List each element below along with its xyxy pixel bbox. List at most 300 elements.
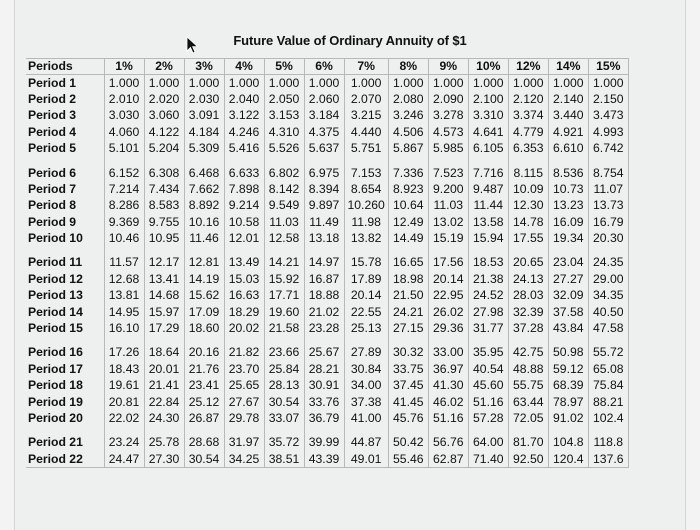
period-label: Period 2 bbox=[28, 91, 77, 106]
value-cell: 30.91 bbox=[304, 378, 344, 394]
period-label: Period 3 bbox=[28, 108, 77, 123]
gap-cell bbox=[388, 157, 428, 165]
value-cell: 4.506 bbox=[388, 124, 428, 140]
value-cell: 14.19 bbox=[184, 271, 224, 287]
value-cell: 11.46 bbox=[184, 230, 224, 246]
value-cell: 23.66 bbox=[264, 345, 304, 361]
value-cell: 6.975 bbox=[304, 165, 344, 181]
gap-cell bbox=[144, 337, 184, 345]
value-cell: 65.08 bbox=[588, 361, 628, 377]
value-cell: 20.16 bbox=[184, 345, 224, 361]
value-cell: 1.000 bbox=[388, 75, 428, 91]
gap-cell bbox=[468, 157, 508, 165]
value-cell: 13.73 bbox=[588, 198, 628, 214]
value-cell: 2.090 bbox=[428, 91, 468, 107]
value-cell: 40.54 bbox=[468, 361, 508, 377]
gap-cell bbox=[26, 337, 104, 345]
table-row bbox=[26, 198, 628, 214]
gap-cell bbox=[344, 247, 388, 255]
value-cell: 6.152 bbox=[104, 165, 144, 181]
gap-cell bbox=[344, 157, 388, 165]
value-cell: 3.246 bbox=[388, 108, 428, 124]
value-cell: 22.84 bbox=[144, 394, 184, 410]
value-cell: 27.89 bbox=[344, 345, 388, 361]
value-cell: 19.60 bbox=[264, 304, 304, 320]
table-row bbox=[26, 165, 628, 181]
value-cell: 4.310 bbox=[264, 124, 304, 140]
table-row bbox=[26, 361, 628, 377]
value-cell: 13.02 bbox=[428, 214, 468, 230]
value-cell: 18.29 bbox=[224, 304, 264, 320]
value-cell: 88.21 bbox=[588, 394, 628, 410]
value-cell: 51.16 bbox=[468, 394, 508, 410]
value-cell: 81.70 bbox=[508, 435, 548, 451]
gap-cell bbox=[26, 427, 104, 435]
gap-cell bbox=[264, 157, 304, 165]
value-cell: 29.78 bbox=[224, 410, 264, 426]
value-cell: 28.21 bbox=[304, 361, 344, 377]
value-cell: 64.00 bbox=[468, 435, 508, 451]
header-rate: 7% bbox=[344, 59, 388, 75]
value-cell: 4.641 bbox=[468, 124, 508, 140]
value-cell: 4.060 bbox=[104, 124, 144, 140]
value-cell: 62.87 bbox=[428, 451, 468, 467]
value-cell: 14.78 bbox=[508, 214, 548, 230]
table-row bbox=[26, 394, 628, 410]
value-cell: 28.13 bbox=[264, 378, 304, 394]
value-cell: 6.802 bbox=[264, 165, 304, 181]
value-cell: 11.57 bbox=[104, 255, 144, 271]
value-cell: 16.87 bbox=[304, 271, 344, 287]
value-cell: 1.000 bbox=[428, 75, 468, 91]
gap-cell bbox=[304, 427, 344, 435]
value-cell: 7.716 bbox=[468, 165, 508, 181]
header-rate: 12% bbox=[508, 59, 548, 75]
value-cell: 20.14 bbox=[344, 288, 388, 304]
value-cell: 30.54 bbox=[264, 394, 304, 410]
value-cell: 56.76 bbox=[428, 435, 468, 451]
value-cell: 3.278 bbox=[428, 108, 468, 124]
value-cell: 7.898 bbox=[224, 181, 264, 197]
value-cell: 25.65 bbox=[224, 378, 264, 394]
value-cell: 13.41 bbox=[144, 271, 184, 287]
gap-cell bbox=[548, 427, 588, 435]
gap-cell bbox=[104, 337, 144, 345]
value-cell: 16.10 bbox=[104, 320, 144, 336]
value-cell: 4.921 bbox=[548, 124, 588, 140]
value-cell: 37.58 bbox=[548, 304, 588, 320]
value-cell: 14.68 bbox=[144, 288, 184, 304]
gap-cell bbox=[428, 247, 468, 255]
value-cell: 102.4 bbox=[588, 410, 628, 426]
value-cell: 39.99 bbox=[304, 435, 344, 451]
value-cell: 2.010 bbox=[104, 91, 144, 107]
value-cell: 3.122 bbox=[224, 108, 264, 124]
table-row bbox=[26, 451, 628, 467]
value-cell: 7.336 bbox=[388, 165, 428, 181]
value-cell: 23.70 bbox=[224, 361, 264, 377]
value-cell: 9.487 bbox=[468, 181, 508, 197]
table-row bbox=[26, 214, 628, 230]
value-cell: 21.58 bbox=[264, 320, 304, 336]
value-cell: 30.32 bbox=[388, 345, 428, 361]
value-cell: 12.81 bbox=[184, 255, 224, 271]
gap-cell bbox=[588, 247, 628, 255]
gap-cell bbox=[104, 247, 144, 255]
value-cell: 12.01 bbox=[224, 230, 264, 246]
value-cell: 1.000 bbox=[224, 75, 264, 91]
value-cell: 1.000 bbox=[304, 75, 344, 91]
value-cell: 4.184 bbox=[184, 124, 224, 140]
value-cell: 38.51 bbox=[264, 451, 304, 467]
value-cell: 18.64 bbox=[144, 345, 184, 361]
gap-cell bbox=[144, 157, 184, 165]
gap-cell bbox=[588, 157, 628, 165]
value-cell: 16.65 bbox=[388, 255, 428, 271]
table-row bbox=[26, 410, 628, 426]
period-label: Period 11 bbox=[28, 255, 83, 270]
value-cell: 3.153 bbox=[264, 108, 304, 124]
value-cell: 17.56 bbox=[428, 255, 468, 271]
value-cell: 40.50 bbox=[588, 304, 628, 320]
value-cell: 27.30 bbox=[144, 451, 184, 467]
gap-cell bbox=[388, 337, 428, 345]
value-cell: 1.000 bbox=[548, 75, 588, 91]
value-cell: 3.184 bbox=[304, 108, 344, 124]
value-cell: 26.87 bbox=[184, 410, 224, 426]
value-cell: 45.60 bbox=[468, 378, 508, 394]
value-cell: 32.39 bbox=[508, 304, 548, 320]
period-label: Period 20 bbox=[28, 411, 83, 425]
value-cell: 24.47 bbox=[104, 451, 144, 467]
value-cell: 25.13 bbox=[344, 320, 388, 336]
value-cell: 30.84 bbox=[344, 361, 388, 377]
value-cell: 2.140 bbox=[548, 91, 588, 107]
value-cell: 8.654 bbox=[344, 181, 388, 197]
value-cell: 20.30 bbox=[588, 230, 628, 246]
value-cell: 24.35 bbox=[588, 255, 628, 271]
value-cell: 21.50 bbox=[388, 288, 428, 304]
value-cell: 14.95 bbox=[104, 304, 144, 320]
period-label: Period 17 bbox=[28, 361, 83, 376]
value-cell: 21.82 bbox=[224, 345, 264, 361]
value-cell: 12.58 bbox=[264, 230, 304, 246]
row-group-gap bbox=[26, 337, 628, 345]
value-cell: 27.27 bbox=[548, 271, 588, 287]
period-label: Period 13 bbox=[28, 288, 83, 303]
value-cell: 7.214 bbox=[104, 181, 144, 197]
value-cell: 30.54 bbox=[184, 451, 224, 467]
value-cell: 18.60 bbox=[184, 320, 224, 336]
value-cell: 8.923 bbox=[388, 181, 428, 197]
gap-cell bbox=[508, 337, 548, 345]
value-cell: 120.4 bbox=[548, 451, 588, 467]
gap-cell bbox=[26, 157, 104, 165]
value-cell: 12.17 bbox=[144, 255, 184, 271]
value-cell: 4.993 bbox=[588, 124, 628, 140]
value-cell: 16.63 bbox=[224, 288, 264, 304]
table-row bbox=[26, 108, 628, 124]
gap-cell bbox=[508, 157, 548, 165]
value-cell: 2.070 bbox=[344, 91, 388, 107]
value-cell: 23.04 bbox=[548, 255, 588, 271]
value-cell: 22.02 bbox=[104, 410, 144, 426]
value-cell: 4.779 bbox=[508, 124, 548, 140]
gap-cell bbox=[224, 427, 264, 435]
table-title: Future Value of Ordinary Annuity of $1 bbox=[233, 33, 467, 48]
value-cell: 31.97 bbox=[224, 435, 264, 451]
value-cell: 25.12 bbox=[184, 394, 224, 410]
header-rate: 9% bbox=[428, 59, 468, 75]
value-cell: 1.000 bbox=[468, 75, 508, 91]
value-cell: 41.00 bbox=[344, 410, 388, 426]
value-cell: 41.30 bbox=[428, 378, 468, 394]
period-label: Period 12 bbox=[28, 271, 83, 286]
value-cell: 41.45 bbox=[388, 394, 428, 410]
value-cell: 5.416 bbox=[224, 140, 264, 156]
gap-cell bbox=[548, 337, 588, 345]
value-cell: 5.867 bbox=[388, 140, 428, 156]
value-cell: 5.985 bbox=[428, 140, 468, 156]
value-cell: 8.536 bbox=[548, 165, 588, 181]
value-cell: 25.78 bbox=[144, 435, 184, 451]
value-cell: 8.115 bbox=[508, 165, 548, 181]
value-cell: 1.000 bbox=[184, 75, 224, 91]
value-cell: 16.79 bbox=[588, 214, 628, 230]
header-rate: 5% bbox=[264, 59, 304, 75]
period-label: Period 8 bbox=[28, 198, 77, 213]
value-cell: 24.13 bbox=[508, 271, 548, 287]
gap-cell bbox=[468, 337, 508, 345]
value-cell: 50.42 bbox=[388, 435, 428, 451]
table-body bbox=[26, 75, 628, 468]
value-cell: 24.21 bbox=[388, 304, 428, 320]
value-cell: 18.88 bbox=[304, 288, 344, 304]
period-label: Period 4 bbox=[28, 124, 77, 139]
value-cell: 63.44 bbox=[508, 394, 548, 410]
value-cell: 4.246 bbox=[224, 124, 264, 140]
gap-cell bbox=[304, 247, 344, 255]
period-label: Period 7 bbox=[28, 181, 77, 196]
value-cell: 6.610 bbox=[548, 140, 588, 156]
value-cell: 27.67 bbox=[224, 394, 264, 410]
value-cell: 10.260 bbox=[344, 198, 388, 214]
value-cell: 33.76 bbox=[304, 394, 344, 410]
table-row bbox=[26, 435, 628, 451]
value-cell: 1.000 bbox=[344, 75, 388, 91]
gap-cell bbox=[264, 337, 304, 345]
value-cell: 22.55 bbox=[344, 304, 388, 320]
value-cell: 3.473 bbox=[588, 108, 628, 124]
value-cell: 7.523 bbox=[428, 165, 468, 181]
value-cell: 22.95 bbox=[428, 288, 468, 304]
value-cell: 8.142 bbox=[264, 181, 304, 197]
header-periods: Periods bbox=[26, 59, 104, 75]
value-cell: 8.583 bbox=[144, 198, 184, 214]
value-cell: 47.58 bbox=[588, 320, 628, 336]
row-group-gap bbox=[26, 157, 628, 165]
table-row bbox=[26, 271, 628, 287]
value-cell: 6.353 bbox=[508, 140, 548, 156]
value-cell: 42.75 bbox=[508, 345, 548, 361]
value-cell: 55.72 bbox=[588, 345, 628, 361]
value-cell: 36.97 bbox=[428, 361, 468, 377]
table-row bbox=[26, 255, 628, 271]
value-cell: 1.000 bbox=[144, 75, 184, 91]
mouse-pointer-icon bbox=[186, 36, 200, 54]
value-cell: 11.44 bbox=[468, 198, 508, 214]
value-cell: 9.369 bbox=[104, 214, 144, 230]
gap-cell bbox=[184, 337, 224, 345]
value-cell: 17.71 bbox=[264, 288, 304, 304]
value-cell: 2.060 bbox=[304, 91, 344, 107]
period-label: Period 9 bbox=[28, 214, 77, 229]
header-rate: 1% bbox=[104, 59, 144, 75]
value-cell: 15.19 bbox=[428, 230, 468, 246]
value-cell: 34.25 bbox=[224, 451, 264, 467]
value-cell: 45.76 bbox=[388, 410, 428, 426]
value-cell: 37.45 bbox=[388, 378, 428, 394]
value-cell: 7.153 bbox=[344, 165, 388, 181]
value-cell: 21.38 bbox=[468, 271, 508, 287]
value-cell: 50.98 bbox=[548, 345, 588, 361]
value-cell: 18.53 bbox=[468, 255, 508, 271]
value-cell: 137.6 bbox=[588, 451, 628, 467]
value-cell: 3.060 bbox=[144, 108, 184, 124]
value-cell: 49.01 bbox=[344, 451, 388, 467]
value-cell: 27.98 bbox=[468, 304, 508, 320]
value-cell: 34.00 bbox=[344, 378, 388, 394]
value-cell: 57.28 bbox=[468, 410, 508, 426]
value-cell: 23.24 bbox=[104, 435, 144, 451]
value-cell: 1.000 bbox=[104, 75, 144, 91]
value-cell: 10.09 bbox=[508, 181, 548, 197]
value-cell: 37.38 bbox=[344, 394, 388, 410]
value-cell: 24.30 bbox=[144, 410, 184, 426]
value-cell: 2.080 bbox=[388, 91, 428, 107]
gap-cell bbox=[588, 337, 628, 345]
value-cell: 12.68 bbox=[104, 271, 144, 287]
period-label: Period 6 bbox=[28, 165, 77, 180]
gap-cell bbox=[508, 427, 548, 435]
value-cell: 10.46 bbox=[104, 230, 144, 246]
value-cell: 3.091 bbox=[184, 108, 224, 124]
value-cell: 15.94 bbox=[468, 230, 508, 246]
gap-cell bbox=[144, 427, 184, 435]
gap-cell bbox=[104, 157, 144, 165]
value-cell: 17.89 bbox=[344, 271, 388, 287]
value-cell: 2.040 bbox=[224, 91, 264, 107]
value-cell: 20.14 bbox=[428, 271, 468, 287]
value-cell: 78.97 bbox=[548, 394, 588, 410]
value-cell: 6.633 bbox=[224, 165, 264, 181]
value-cell: 2.020 bbox=[144, 91, 184, 107]
gap-cell bbox=[508, 247, 548, 255]
period-label: Period 1 bbox=[28, 75, 77, 90]
header-rate: 15% bbox=[588, 59, 628, 75]
value-cell: 21.76 bbox=[184, 361, 224, 377]
value-cell: 7.662 bbox=[184, 181, 224, 197]
period-label: Period 5 bbox=[28, 141, 77, 156]
gap-cell bbox=[224, 337, 264, 345]
gap-cell bbox=[26, 247, 104, 255]
value-cell: 31.77 bbox=[468, 320, 508, 336]
value-cell: 25.84 bbox=[264, 361, 304, 377]
period-label: Period 15 bbox=[28, 321, 83, 336]
value-cell: 13.18 bbox=[304, 230, 344, 246]
value-cell: 29.36 bbox=[428, 320, 468, 336]
table-row bbox=[26, 304, 628, 320]
value-cell: 33.07 bbox=[264, 410, 304, 426]
value-cell: 6.742 bbox=[588, 140, 628, 156]
value-cell: 15.62 bbox=[184, 288, 224, 304]
table-row bbox=[26, 320, 628, 336]
value-cell: 11.49 bbox=[304, 214, 344, 230]
value-cell: 6.308 bbox=[144, 165, 184, 181]
value-cell: 35.72 bbox=[264, 435, 304, 451]
row-group-gap bbox=[26, 427, 628, 435]
value-cell: 2.100 bbox=[468, 91, 508, 107]
gap-cell bbox=[184, 157, 224, 165]
header-rate: 14% bbox=[548, 59, 588, 75]
period-label: Period 16 bbox=[28, 345, 83, 360]
header-rate: 4% bbox=[224, 59, 264, 75]
value-cell: 68.39 bbox=[548, 378, 588, 394]
table-row bbox=[26, 140, 628, 156]
table-row bbox=[26, 124, 628, 140]
gap-cell bbox=[428, 427, 468, 435]
value-cell: 3.310 bbox=[468, 108, 508, 124]
value-cell: 15.03 bbox=[224, 271, 264, 287]
value-cell: 25.67 bbox=[304, 345, 344, 361]
value-cell: 36.79 bbox=[304, 410, 344, 426]
header-rate: 2% bbox=[144, 59, 184, 75]
value-cell: 13.23 bbox=[548, 198, 588, 214]
value-cell: 20.81 bbox=[104, 394, 144, 410]
value-cell: 5.751 bbox=[344, 140, 388, 156]
value-cell: 15.92 bbox=[264, 271, 304, 287]
value-cell: 72.05 bbox=[508, 410, 548, 426]
value-cell: 44.87 bbox=[344, 435, 388, 451]
value-cell: 71.40 bbox=[468, 451, 508, 467]
header-rate: 10% bbox=[468, 59, 508, 75]
gap-cell bbox=[184, 427, 224, 435]
value-cell: 3.374 bbox=[508, 108, 548, 124]
value-cell: 33.00 bbox=[428, 345, 468, 361]
value-cell: 43.39 bbox=[304, 451, 344, 467]
value-cell: 35.95 bbox=[468, 345, 508, 361]
table-row bbox=[26, 75, 628, 91]
value-cell: 19.34 bbox=[548, 230, 588, 246]
period-label: Period 10 bbox=[28, 231, 83, 246]
value-cell: 20.65 bbox=[508, 255, 548, 271]
gap-cell bbox=[224, 247, 264, 255]
value-cell: 5.309 bbox=[184, 140, 224, 156]
value-cell: 10.58 bbox=[224, 214, 264, 230]
value-cell: 21.02 bbox=[304, 304, 344, 320]
header-rate: 6% bbox=[304, 59, 344, 75]
value-cell: 13.81 bbox=[104, 288, 144, 304]
value-cell: 16.09 bbox=[548, 214, 588, 230]
gap-cell bbox=[304, 337, 344, 345]
value-cell: 20.01 bbox=[144, 361, 184, 377]
gap-cell bbox=[428, 157, 468, 165]
value-cell: 118.8 bbox=[588, 435, 628, 451]
value-cell: 28.03 bbox=[508, 288, 548, 304]
value-cell: 5.526 bbox=[264, 140, 304, 156]
table-row bbox=[26, 91, 628, 107]
value-cell: 28.68 bbox=[184, 435, 224, 451]
